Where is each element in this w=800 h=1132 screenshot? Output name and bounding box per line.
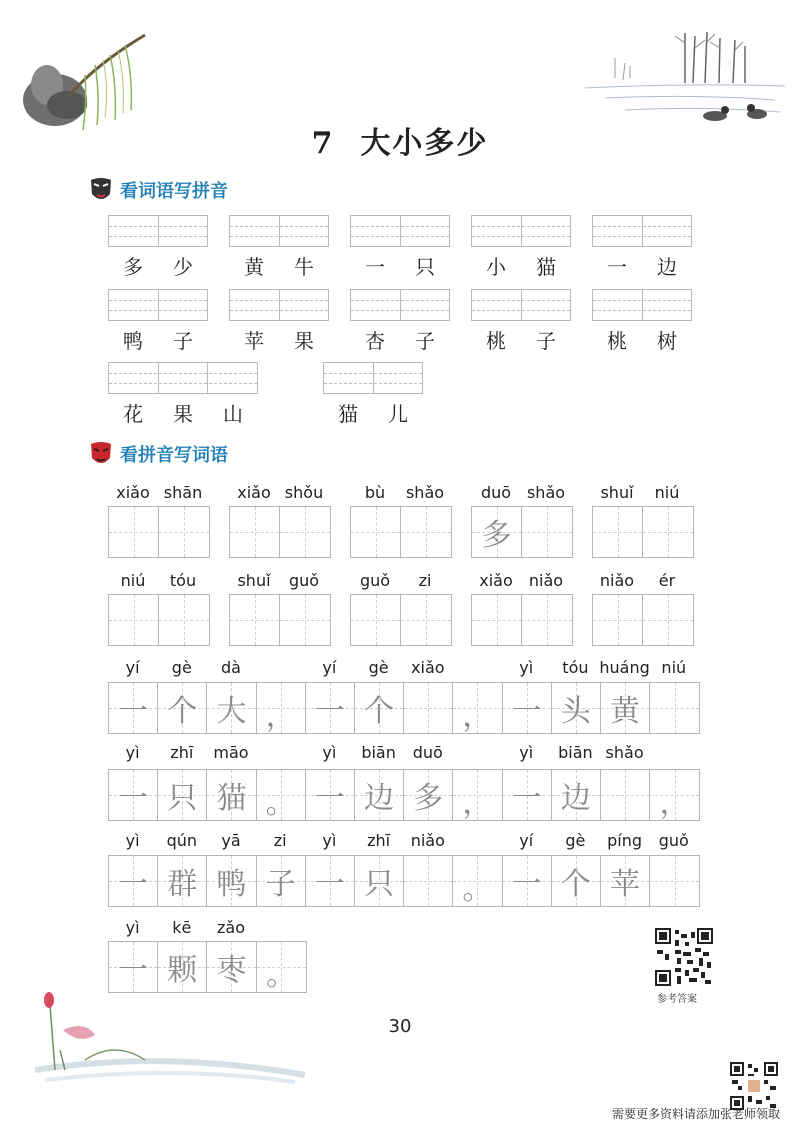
sentence-cell[interactable]: 只 bbox=[158, 770, 207, 820]
sentence-cell[interactable]: 一 bbox=[503, 770, 552, 820]
sentence-pinyin: gè bbox=[565, 831, 586, 850]
sentence-pinyin: yā bbox=[221, 831, 241, 850]
sentence-cell[interactable]: 。 bbox=[257, 770, 306, 820]
sentence-cell[interactable]: 。 bbox=[453, 856, 502, 906]
word-character: 儿 bbox=[388, 402, 408, 426]
character-cell[interactable] bbox=[643, 595, 693, 645]
character-writing-grid[interactable] bbox=[229, 506, 331, 558]
sentence-cell[interactable]: 猫 bbox=[207, 770, 256, 820]
sentence-cell[interactable] bbox=[650, 856, 699, 906]
word-character: 子 bbox=[536, 329, 556, 353]
character-cell[interactable] bbox=[159, 595, 209, 645]
sentence-grid[interactable] bbox=[108, 941, 307, 993]
sentence-pinyin: yí bbox=[519, 831, 534, 850]
word-character: 桃 bbox=[607, 329, 627, 353]
character-cell[interactable] bbox=[593, 507, 643, 557]
pinyin-box-cell[interactable] bbox=[324, 363, 374, 393]
pinyin-box-cell[interactable] bbox=[472, 216, 522, 246]
pinyin-box-cell[interactable] bbox=[109, 363, 159, 393]
sentence-pinyin: yì bbox=[519, 743, 534, 762]
sentence-pinyin: yí bbox=[125, 658, 140, 677]
sentence-pinyin: biān bbox=[558, 743, 593, 762]
answer-qr-code[interactable] bbox=[655, 928, 713, 986]
sentence-cell[interactable]: 苹 bbox=[601, 856, 650, 906]
word-character: 小 bbox=[486, 255, 506, 279]
pinyin-box-cell[interactable] bbox=[472, 290, 522, 320]
sentence-pinyin: yì bbox=[519, 658, 534, 677]
pinyin-box-cell[interactable] bbox=[351, 216, 401, 246]
sentence-cell[interactable] bbox=[601, 770, 650, 820]
sentence-cell[interactable]: 边 bbox=[355, 770, 404, 820]
pinyin-label: bù bbox=[364, 483, 386, 502]
character-writing-grid[interactable] bbox=[350, 506, 452, 558]
word-character: 山 bbox=[223, 402, 243, 426]
sentence-pinyin: niǎo bbox=[410, 831, 445, 850]
character-cell[interactable] bbox=[522, 595, 572, 645]
pinyin-box-cell[interactable] bbox=[374, 363, 423, 393]
sentence-cell[interactable]: 。 bbox=[257, 942, 306, 992]
sentence-cell[interactable]: 群 bbox=[158, 856, 207, 906]
sentence-grid[interactable] bbox=[108, 769, 700, 821]
pinyin-box-cell[interactable] bbox=[401, 290, 450, 320]
pinyin-box-cell[interactable] bbox=[522, 216, 571, 246]
section1-heading bbox=[88, 176, 228, 204]
lotus-illustration bbox=[15, 990, 315, 1090]
word-character: 果 bbox=[173, 402, 193, 426]
pinyin-answer-box[interactable] bbox=[350, 215, 450, 247]
pinyin-box-cell[interactable] bbox=[109, 290, 159, 320]
pinyin-answer-box[interactable] bbox=[471, 215, 571, 247]
pinyin-answer-box[interactable] bbox=[229, 215, 329, 247]
pinyin-box-cell[interactable] bbox=[593, 290, 643, 320]
sentence-cell[interactable]: ， bbox=[453, 683, 502, 733]
pinyin-box-cell[interactable] bbox=[230, 216, 280, 246]
sentence-cell[interactable]: 黄 bbox=[601, 683, 650, 733]
sentence-cell[interactable]: 多 bbox=[404, 770, 453, 820]
word-character: 只 bbox=[415, 255, 435, 279]
sentence-pinyin: tóu bbox=[562, 658, 589, 677]
page-title bbox=[0, 118, 800, 162]
sentence-cell[interactable]: 一 bbox=[109, 942, 158, 992]
pinyin-answer-box[interactable] bbox=[592, 215, 692, 247]
sentence-cell[interactable]: 鸭 bbox=[207, 856, 256, 906]
pinyin-label: ér bbox=[658, 571, 676, 590]
sentence-pinyin: yì bbox=[322, 743, 337, 762]
word-character: 一 bbox=[365, 255, 385, 279]
sentence-cell[interactable]: 个 bbox=[158, 683, 207, 733]
sentence-pinyin: guǒ bbox=[658, 831, 689, 850]
pinyin-label: niǎo bbox=[528, 571, 564, 590]
sentence-cell[interactable]: 一 bbox=[306, 770, 355, 820]
pinyin-box-cell[interactable] bbox=[109, 216, 159, 246]
lesson-title: 大小多少 bbox=[360, 126, 489, 161]
character-cell[interactable] bbox=[351, 595, 401, 645]
qr-caption: 参考答案 bbox=[657, 994, 697, 1005]
sentence-pinyin: yì bbox=[125, 831, 140, 850]
sentence-cell[interactable] bbox=[404, 683, 453, 733]
sentence-cell[interactable] bbox=[650, 683, 699, 733]
pinyin-label: shuǐ bbox=[600, 483, 634, 502]
character-writing-grid[interactable] bbox=[592, 594, 694, 646]
sentence-pinyin: yì bbox=[125, 918, 140, 937]
word-character: 子 bbox=[173, 329, 193, 353]
character-cell[interactable] bbox=[230, 507, 280, 557]
sentence-cell[interactable]: 一 bbox=[109, 770, 158, 820]
sentence-cell[interactable]: 大 bbox=[207, 683, 256, 733]
pinyin-label: guǒ bbox=[288, 571, 320, 590]
character-writing-grid[interactable] bbox=[108, 506, 210, 558]
sentence-pinyin: gè bbox=[171, 658, 192, 677]
footer-text: 需要更多资料请添加张老师领取 bbox=[611, 1107, 780, 1121]
sentence-grid[interactable] bbox=[108, 682, 700, 734]
sentence-cell[interactable]: 边 bbox=[552, 770, 601, 820]
sentence-cell[interactable]: 一 bbox=[306, 683, 355, 733]
sentence-pinyin: kē bbox=[172, 918, 192, 937]
pinyin-label: shǎo bbox=[526, 483, 566, 502]
word-character: 果 bbox=[294, 329, 314, 353]
pinyin-answer-box[interactable] bbox=[350, 289, 450, 321]
pinyin-box-cell[interactable] bbox=[230, 290, 280, 320]
pinyin-label: niú bbox=[120, 571, 146, 590]
character-cell[interactable] bbox=[109, 507, 159, 557]
sentence-cell[interactable]: 个 bbox=[552, 856, 601, 906]
character-cell[interactable] bbox=[472, 595, 522, 645]
sentence-grid[interactable] bbox=[108, 855, 700, 907]
sentence-cell[interactable]: 一 bbox=[109, 683, 158, 733]
sentence-cell[interactable]: 头 bbox=[552, 683, 601, 733]
character-writing-grid[interactable] bbox=[108, 594, 210, 646]
word-character: 花 bbox=[123, 402, 143, 426]
character-cell[interactable] bbox=[401, 507, 451, 557]
character-cell[interactable] bbox=[401, 595, 451, 645]
pinyin-answer-box[interactable] bbox=[323, 362, 423, 394]
pinyin-answer-box[interactable] bbox=[108, 362, 258, 394]
section2-heading bbox=[88, 440, 228, 468]
pinyin-label: shuǐ bbox=[237, 571, 271, 590]
sentence-cell[interactable]: 颗 bbox=[158, 942, 207, 992]
pinyin-box-cell[interactable] bbox=[401, 216, 450, 246]
word-character: 桃 bbox=[486, 329, 506, 353]
pinyin-label: shān bbox=[163, 483, 203, 502]
pinyin-box-cell[interactable] bbox=[159, 216, 208, 246]
sentence-cell[interactable]: 枣 bbox=[207, 942, 256, 992]
sentence-pinyin: zhī bbox=[367, 831, 391, 850]
pinyin-label: tóu bbox=[169, 571, 197, 590]
sentence-pinyin: xiǎo bbox=[411, 658, 445, 677]
pinyin-label: duō bbox=[480, 483, 512, 502]
pinyin-label: xiǎo bbox=[479, 571, 513, 590]
pinyin-box-cell[interactable] bbox=[593, 216, 643, 246]
sentence-pinyin: shǎo bbox=[605, 743, 644, 762]
word-character: 苹 bbox=[244, 329, 264, 353]
sentence-pinyin: biān bbox=[361, 743, 396, 762]
word-character: 黄 bbox=[244, 255, 264, 279]
pinyin-box-cell[interactable] bbox=[280, 290, 329, 320]
word-character: 边 bbox=[657, 255, 677, 279]
sentence-pinyin: píng bbox=[607, 831, 643, 850]
pinyin-box-cell[interactable] bbox=[159, 290, 208, 320]
page-number: 30 bbox=[388, 1016, 412, 1037]
character-writing-grid[interactable] bbox=[471, 594, 573, 646]
pinyin-box-cell[interactable] bbox=[522, 290, 571, 320]
sentence-cell[interactable]: 一 bbox=[109, 856, 158, 906]
sentence-pinyin: duō bbox=[412, 743, 443, 762]
pinyin-box-cell[interactable] bbox=[643, 216, 692, 246]
word-character: 猫 bbox=[338, 402, 358, 426]
word-character: 牛 bbox=[294, 255, 314, 279]
sentence-pinyin: gè bbox=[368, 658, 389, 677]
sentence-pinyin: niú bbox=[661, 658, 687, 677]
word-character: 少 bbox=[173, 255, 193, 279]
lesson-number: 7 bbox=[311, 126, 335, 161]
pinyin-answer-box[interactable] bbox=[229, 289, 329, 321]
sentence-pinyin: yì bbox=[125, 743, 140, 762]
character-cell[interactable] bbox=[280, 507, 330, 557]
sentence-cell[interactable]: 一 bbox=[503, 683, 552, 733]
sentence-cell[interactable]: 个 bbox=[355, 683, 404, 733]
opera-mask-red-icon bbox=[88, 440, 114, 468]
character-cell[interactable] bbox=[522, 507, 572, 557]
sentence-cell[interactable]: ， bbox=[650, 770, 699, 820]
word-character: 子 bbox=[415, 329, 435, 353]
word-character: 鸭 bbox=[123, 329, 143, 353]
sentence-pinyin: zhī bbox=[170, 743, 194, 762]
word-character: 猫 bbox=[536, 255, 556, 279]
pinyin-answer-box[interactable] bbox=[108, 215, 208, 247]
character-cell[interactable] bbox=[109, 595, 159, 645]
pinyin-box-cell[interactable] bbox=[159, 363, 209, 393]
sentence-cell[interactable]: ， bbox=[257, 683, 306, 733]
sentence-cell[interactable]: 子 bbox=[257, 856, 306, 906]
character-cell[interactable] bbox=[351, 507, 401, 557]
pinyin-label: niǎo bbox=[599, 571, 635, 590]
character-cell[interactable] bbox=[159, 507, 209, 557]
pinyin-label: shǎo bbox=[405, 483, 445, 502]
word-character: 树 bbox=[657, 329, 677, 353]
sentence-cell[interactable]: ， bbox=[453, 770, 502, 820]
section2-heading-text: 看拼音写词语 bbox=[120, 445, 228, 466]
character-cell[interactable] bbox=[643, 507, 693, 557]
pinyin-label: xiǎo bbox=[116, 483, 150, 502]
character-cell[interactable] bbox=[230, 595, 280, 645]
character-writing-grid[interactable] bbox=[229, 594, 331, 646]
sentence-pinyin: qún bbox=[166, 831, 198, 850]
character-writing-grid[interactable] bbox=[350, 594, 452, 646]
sentence-pinyin: huáng bbox=[599, 658, 650, 677]
sentence-pinyin: zi bbox=[273, 831, 287, 850]
word-character: 一 bbox=[607, 255, 627, 279]
pinyin-label: zi bbox=[418, 571, 432, 590]
pinyin-answer-box[interactable] bbox=[108, 289, 208, 321]
pinyin-box-cell[interactable] bbox=[351, 290, 401, 320]
pinyin-label: niú bbox=[654, 483, 680, 502]
pinyin-box-cell[interactable] bbox=[280, 216, 329, 246]
footer-qr-code[interactable] bbox=[730, 1062, 778, 1110]
sentence-pinyin: zǎo bbox=[217, 918, 245, 937]
pinyin-label: shǒu bbox=[284, 483, 324, 502]
character-cell[interactable] bbox=[593, 595, 643, 645]
pinyin-label: guǒ bbox=[359, 571, 391, 590]
pinyin-box-cell[interactable] bbox=[643, 290, 692, 320]
character-writing-grid[interactable] bbox=[592, 506, 694, 558]
character-writing-grid[interactable] bbox=[471, 506, 573, 558]
sentence-cell[interactable] bbox=[404, 856, 453, 906]
sentence-pinyin: yì bbox=[322, 831, 337, 850]
sentence-cell[interactable]: 一 bbox=[503, 856, 552, 906]
pinyin-answer-box[interactable] bbox=[592, 289, 692, 321]
word-character: 杏 bbox=[365, 329, 385, 353]
character-cell[interactable]: 多 bbox=[472, 507, 522, 557]
pinyin-label: xiǎo bbox=[237, 483, 271, 502]
pinyin-box-cell[interactable] bbox=[208, 363, 257, 393]
character-cell[interactable] bbox=[280, 595, 330, 645]
sentence-pinyin: māo bbox=[213, 743, 249, 762]
sentence-pinyin: dà bbox=[221, 658, 241, 677]
pinyin-answer-box[interactable] bbox=[471, 289, 571, 321]
sentence-cell[interactable]: 只 bbox=[355, 856, 404, 906]
opera-mask-icon bbox=[88, 176, 114, 204]
sentence-pinyin: yí bbox=[322, 658, 337, 677]
sentence-cell[interactable]: 一 bbox=[306, 856, 355, 906]
word-character: 多 bbox=[123, 255, 143, 279]
section1-heading-text: 看词语写拼音 bbox=[120, 181, 228, 202]
